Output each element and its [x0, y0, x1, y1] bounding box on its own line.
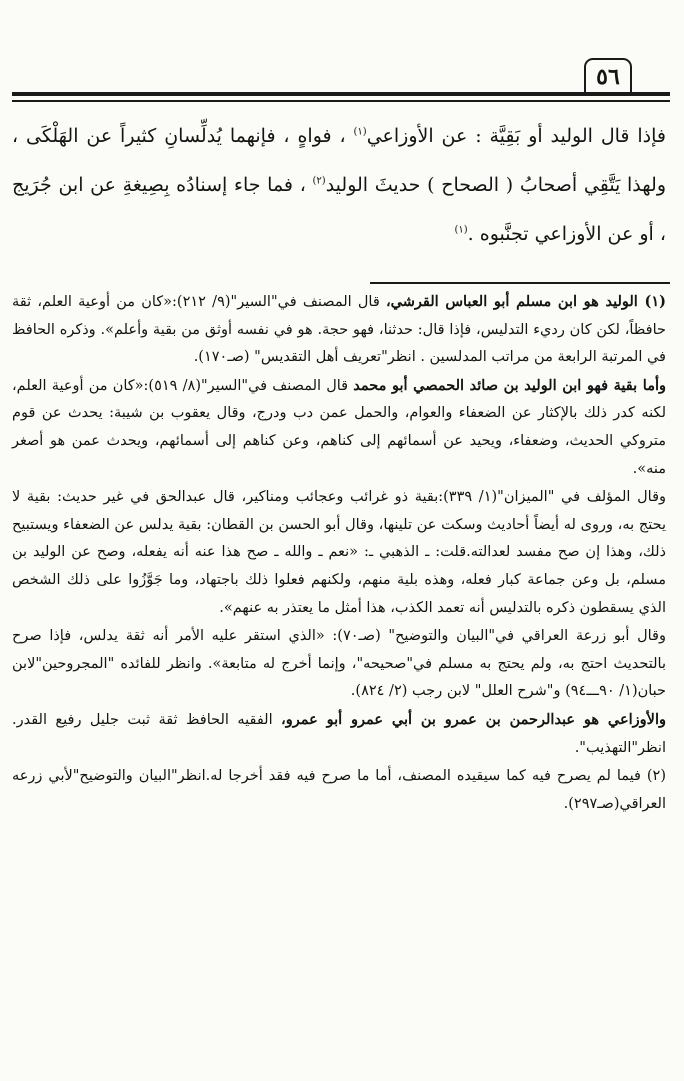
page-number: ٥٦	[584, 58, 632, 94]
main-text	[12, 112, 666, 259]
footnote-paragraph: وأما بقية فهو ابن الوليد بن صائد الحمصي أبو محمد قال المصنف في"السير"(٨/ ٥١٩):«كان من أوعية العلم، لكنه كدر ذلك بالإكثار عن الضعفاء والعوام، والحمل عمن دب ودرج، وقال يعقوب بن شيبة: يحدث عن قوم متروكي الحديث، وضعفاء، ويحيد عن أسمائهم إلى كناهم، وعن كناهم إلى أسمائهم، ويحدث عمن هو أصغر منه».	[12, 376, 666, 477]
footnote-paragraph: والأوزاعي هو عبدالرحمن بن عمرو بن أبي عمرو أبو عمرو، الفقيه الحافظ ثقة ثبت جليل رفيع القدر. انظر"التهذيب".	[12, 710, 666, 756]
footnote-paragraph: وقال أبو زرعة العراقي في"البيان والتوضيح" (صـ٧٠): «الذي استقر عليه الأمر أنه ثقة يدلس، فإذا صرح بالتحديث احتج به، ولم يحتج به مسلم في"صحيحه"، وإنما أخرج له متابعة». وانظر للفائده "المجروحين"لابن حبان(١/ ٩٠ـــ٩٤) و"شرح العلل" لابن رجب (٢/ ٨٢٤).	[12, 628, 666, 700]
footnote-paragraph: (١) الوليد هو ابن مسلم أبو العباس القرشي، قال المصنف في"السير"(٩/ ٢١٢):«كان من أوعية العلم، ثقة حافظاً، لكن كان رديء التدليس، فإذا قال: حدثنا، فهو حجة. هو في نفسه أوثق من بقية وأعلم». وذكره الحافظ في المرتبة الرابعة من مراتب المدلسين . انظر"تعريف أهل التقديس" (صـ١٧٠).	[12, 293, 666, 366]
footnote-paragraph: وقال المؤلف في "الميزان"(١/ ٣٣٩):بقية ذو غرائب وعجائب ومناكير، قال عبدالحق في غير حديث: بقية لا يحتج به، وروى له أيضاً أحاديث وسكت عن تلينها، وقال أبو الحسن بن القطان: بقية يدلس عن الضعفاء ويستبيح ذلك، وهذا إن صح مفسد لعدالته.قلت: ـ الذهبي ـ: «نعم ـ والله ـ صح هذا عنه أنه يفعله، وصح عن الوليد بن مسلم، بل وعن جماعة كبار فعله، وهذه بلية منهم، ولكنهم فعلوا ذلك باجتهاد، وما جَوَّزُوا على ذلك الشخص الذي يسقطون ذكره بالتدليس أنه تعمد الكذب، هذا أمثل ما يعتذر به عنهم».	[12, 489, 666, 616]
footnote-separator	[370, 282, 670, 284]
footnote-ref: (٢)	[312, 175, 326, 187]
footnotes	[12, 288, 666, 818]
header-rule-thick	[12, 92, 670, 96]
footnote-paragraph: (٢) فيما لم يصرح فيه كما سيقيده المصنف، أما ما صرح فيه فقد أخرجا له.انظر"البيان والتوضيح"لأبي زرعه العراقي(صـ٢٩٧).	[12, 768, 666, 812]
header-rule-thin	[12, 100, 670, 102]
footnote-ref: (١)	[353, 126, 367, 138]
main-paragraph: فإذا قال الوليد أو بَقِيَّة : عن الأوزاعي$^{(١)}$ ، فواهٍ ، فإنهما يُدلِّسانِ كثيراً عن الهَلْكَى ، ولهذا يَتَّقِي أصحابُ ( الصحاح ) حديثَ الوليد$^{(٢)}$ ، فما جاء إسنادُه بِصِيغةِ عن ابن جُرَيج ، أو عن الأوزاعي تجنَّبوه .$^{(١)}$	[12, 125, 666, 245]
footnote-ref: (١)	[454, 224, 468, 236]
